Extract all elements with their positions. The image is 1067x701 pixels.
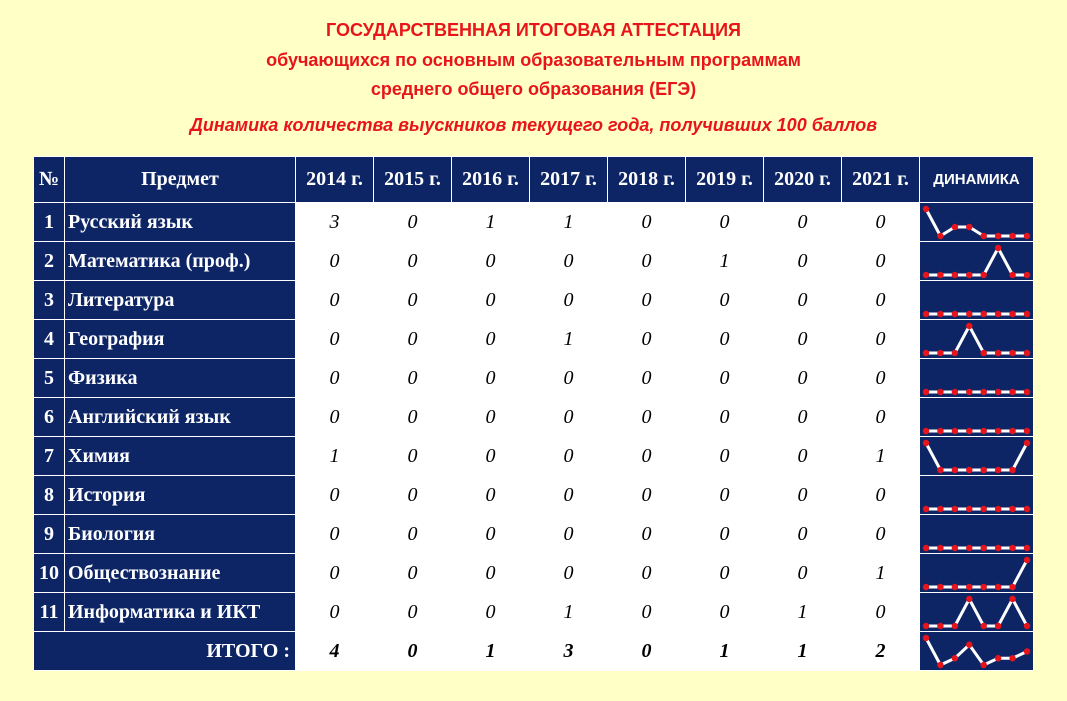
year-header: 2016 г. — [452, 157, 530, 203]
year-header: 2018 г. — [608, 157, 686, 203]
sparkline-point — [1024, 350, 1030, 356]
value-cell: 0 — [764, 281, 842, 320]
sparkline-point — [952, 350, 958, 356]
value-cell: 0 — [686, 554, 764, 593]
sparkline-point — [1024, 389, 1030, 395]
sparkline-point — [937, 311, 943, 317]
sparkline-point — [937, 389, 943, 395]
value-cell: 0 — [452, 359, 530, 398]
value-cell: 0 — [608, 593, 686, 632]
value-cell: 1 — [530, 320, 608, 359]
value-cell: 0 — [764, 554, 842, 593]
sparkline-point — [937, 584, 943, 590]
sparkline — [920, 437, 1033, 475]
dynamics-cell — [920, 359, 1034, 398]
sparkline-point — [995, 245, 1001, 251]
table-row — [34, 437, 1034, 476]
sparkline-point — [1009, 596, 1015, 602]
sparkline-point — [995, 623, 1001, 629]
subject-name: Физика — [65, 359, 296, 398]
table-row — [34, 398, 1034, 437]
header-row — [34, 157, 1034, 203]
dynamics-cell — [920, 242, 1034, 281]
sparkline-point — [995, 311, 1001, 317]
value-cell: 1 — [530, 203, 608, 242]
value-cell: 0 — [452, 554, 530, 593]
value-cell: 0 — [530, 398, 608, 437]
row-number: 11 — [34, 593, 65, 632]
row-number: 1 — [34, 203, 65, 242]
sparkline-point — [923, 440, 929, 446]
sparkline-point — [995, 233, 1001, 239]
sparkline-point — [1024, 440, 1030, 446]
dynamics-cell — [920, 554, 1034, 593]
value-cell: 0 — [608, 398, 686, 437]
value-cell: 0 — [686, 281, 764, 320]
value-cell: 0 — [374, 554, 452, 593]
value-cell: 0 — [452, 398, 530, 437]
sparkline — [920, 203, 1033, 241]
value-cell: 0 — [374, 437, 452, 476]
table-row — [34, 359, 1034, 398]
sparkline-point — [923, 623, 929, 629]
sparkline-point — [981, 662, 987, 668]
sparkline-point — [937, 506, 943, 512]
sparkline-point — [995, 350, 1001, 356]
sparkline-point — [966, 584, 972, 590]
sparkline-point — [1009, 272, 1015, 278]
value-cell: 0 — [842, 242, 920, 281]
row-number: 5 — [34, 359, 65, 398]
row-number: 2 — [34, 242, 65, 281]
sparkline-point — [1009, 389, 1015, 395]
sparkline-point — [923, 584, 929, 590]
year-header: 2021 г. — [842, 157, 920, 203]
sparkline-point — [1009, 545, 1015, 551]
value-cell: 0 — [764, 437, 842, 476]
value-cell: 0 — [296, 398, 374, 437]
total-value-cell: 3 — [530, 632, 608, 671]
value-cell: 0 — [296, 281, 374, 320]
value-cell: 0 — [296, 515, 374, 554]
sparkline — [920, 593, 1033, 631]
total-dynamics-cell — [920, 632, 1034, 671]
value-cell: 0 — [452, 320, 530, 359]
dynamics-cell — [920, 398, 1034, 437]
sparkline-point — [995, 545, 1001, 551]
sparkline-line — [926, 209, 1027, 236]
sparkline-point — [952, 623, 958, 629]
table-row — [34, 203, 1034, 242]
total-value-cell: 0 — [608, 632, 686, 671]
col-num-header: № — [34, 157, 65, 203]
value-cell: 0 — [842, 398, 920, 437]
value-cell: 0 — [764, 242, 842, 281]
row-number: 9 — [34, 515, 65, 554]
sparkline-point — [1024, 272, 1030, 278]
sparkline-point — [981, 389, 987, 395]
value-cell: 3 — [296, 203, 374, 242]
sparkline-point — [937, 428, 943, 434]
title-line-2: обучающихся по основным образовательным программам — [266, 50, 801, 70]
sparkline-point — [1009, 311, 1015, 317]
subject-name: География — [65, 320, 296, 359]
sparkline-line — [926, 443, 1027, 470]
total-value-cell: 0 — [374, 632, 452, 671]
value-cell: 0 — [452, 476, 530, 515]
sparkline-point — [1024, 428, 1030, 434]
sparkline-point — [966, 506, 972, 512]
value-cell: 0 — [374, 281, 452, 320]
sparkline-point — [923, 272, 929, 278]
sparkline-point — [923, 389, 929, 395]
value-cell: 0 — [686, 515, 764, 554]
sparkline-point — [937, 623, 943, 629]
sparkline-point — [923, 635, 929, 641]
subject-name: Математика (проф.) — [65, 242, 296, 281]
value-cell: 0 — [608, 476, 686, 515]
value-cell: 0 — [530, 242, 608, 281]
total-value-cell: 1 — [764, 632, 842, 671]
dynamics-cell — [920, 437, 1034, 476]
table-row — [34, 320, 1034, 359]
sparkline-point — [1024, 648, 1030, 654]
value-cell: 1 — [296, 437, 374, 476]
value-cell: 0 — [608, 359, 686, 398]
value-cell: 0 — [452, 437, 530, 476]
sparkline-point — [937, 467, 943, 473]
sparkline-point — [966, 323, 972, 329]
subject-name: История — [65, 476, 296, 515]
value-cell: 0 — [452, 515, 530, 554]
sparkline — [920, 554, 1033, 592]
row-number: 8 — [34, 476, 65, 515]
subtitle: Динамика количества выускников текущего года, получивших 100 баллов — [189, 115, 878, 135]
value-cell: 0 — [842, 515, 920, 554]
subject-name: Русский язык — [65, 203, 296, 242]
value-cell: 0 — [842, 320, 920, 359]
value-cell: 0 — [452, 281, 530, 320]
value-cell: 0 — [530, 476, 608, 515]
sparkline-point — [1009, 428, 1015, 434]
value-cell: 0 — [608, 320, 686, 359]
value-cell: 0 — [686, 593, 764, 632]
value-cell: 0 — [296, 359, 374, 398]
value-cell: 0 — [764, 203, 842, 242]
subject-name: Биология — [65, 515, 296, 554]
sparkline-point — [995, 467, 1001, 473]
sparkline-point — [995, 655, 1001, 661]
row-number: 7 — [34, 437, 65, 476]
sparkline-point — [981, 545, 987, 551]
sparkline-point — [995, 389, 1001, 395]
total-value-cell: 4 — [296, 632, 374, 671]
value-cell: 0 — [374, 359, 452, 398]
sparkline-point — [937, 545, 943, 551]
sparkline — [920, 632, 1033, 670]
sparkline-point — [995, 506, 1001, 512]
sparkline-point — [981, 623, 987, 629]
sparkline — [920, 242, 1033, 280]
year-header: 2020 г. — [764, 157, 842, 203]
sparkline-point — [1024, 623, 1030, 629]
value-cell: 0 — [530, 554, 608, 593]
value-cell: 1 — [686, 242, 764, 281]
value-cell: 0 — [530, 515, 608, 554]
total-value-cell: 2 — [842, 632, 920, 671]
value-cell: 0 — [842, 281, 920, 320]
sparkline-point — [966, 467, 972, 473]
sparkline-point — [937, 350, 943, 356]
sparkline — [920, 398, 1033, 436]
title-line-3: среднего общего образования (ЕГЭ) — [370, 79, 697, 99]
value-cell: 0 — [452, 242, 530, 281]
table-row — [34, 281, 1034, 320]
sparkline — [920, 476, 1033, 514]
dynamics-cell — [920, 203, 1034, 242]
value-cell: 0 — [764, 398, 842, 437]
sparkline-point — [1009, 350, 1015, 356]
total-value-cell: 1 — [452, 632, 530, 671]
value-cell: 0 — [608, 554, 686, 593]
sparkline-point — [1009, 584, 1015, 590]
sparkline-point — [923, 350, 929, 356]
table-row — [34, 554, 1034, 593]
value-cell: 0 — [374, 320, 452, 359]
sparkline-point — [966, 389, 972, 395]
total-row — [34, 632, 1034, 671]
sparkline-point — [923, 206, 929, 212]
value-cell: 0 — [374, 476, 452, 515]
sparkline-line — [926, 248, 1027, 275]
sparkline-point — [981, 272, 987, 278]
value-cell: 1 — [842, 554, 920, 593]
row-number: 4 — [34, 320, 65, 359]
sparkline-point — [923, 506, 929, 512]
dynamics-cell — [920, 320, 1034, 359]
sparkline — [920, 515, 1033, 553]
value-cell: 0 — [296, 554, 374, 593]
sparkline-point — [937, 233, 943, 239]
value-cell: 0 — [764, 359, 842, 398]
dynamics-cell — [920, 593, 1034, 632]
value-cell: 0 — [296, 242, 374, 281]
sparkline-point — [952, 467, 958, 473]
subject-name: Информатика и ИКТ — [65, 593, 296, 632]
year-header: 2014 г. — [296, 157, 374, 203]
sparkline-point — [952, 389, 958, 395]
total-label: ИТОГО : — [34, 632, 296, 671]
sparkline-point — [981, 467, 987, 473]
sparkline-point — [1024, 233, 1030, 239]
sparkline-point — [923, 428, 929, 434]
total-value-cell: 1 — [686, 632, 764, 671]
value-cell: 0 — [686, 398, 764, 437]
sparkline-point — [952, 311, 958, 317]
sparkline-point — [923, 545, 929, 551]
sparkline-point — [1024, 506, 1030, 512]
sparkline — [920, 320, 1033, 358]
sparkline-point — [1024, 545, 1030, 551]
title-line-1: ГОСУДАРСТВЕННАЯ ИТОГОВАЯ АТТЕСТАЦИЯ — [326, 20, 741, 40]
value-cell: 0 — [842, 359, 920, 398]
sparkline-point — [981, 428, 987, 434]
sparkline-point — [966, 596, 972, 602]
sparkline-point — [981, 506, 987, 512]
value-cell: 0 — [296, 320, 374, 359]
value-cell: 0 — [764, 515, 842, 554]
sparkline-point — [1024, 311, 1030, 317]
sparkline-point — [1009, 655, 1015, 661]
table-row — [34, 476, 1034, 515]
sparkline-line — [926, 599, 1027, 626]
value-cell: 1 — [842, 437, 920, 476]
dynamics-cell — [920, 281, 1034, 320]
sparkline-point — [966, 311, 972, 317]
table-row — [34, 593, 1034, 632]
sparkline-point — [1009, 467, 1015, 473]
value-cell: 0 — [608, 515, 686, 554]
sparkline-point — [966, 428, 972, 434]
sparkline-point — [923, 311, 929, 317]
year-header: 2017 г. — [530, 157, 608, 203]
sparkline-point — [995, 584, 1001, 590]
value-cell: 0 — [608, 242, 686, 281]
value-cell: 0 — [686, 476, 764, 515]
value-cell: 0 — [608, 203, 686, 242]
subject-name: Английский язык — [65, 398, 296, 437]
value-cell: 0 — [374, 398, 452, 437]
results-table — [33, 156, 1034, 671]
value-cell: 1 — [452, 203, 530, 242]
value-cell: 0 — [374, 593, 452, 632]
value-cell: 1 — [764, 593, 842, 632]
value-cell: 0 — [296, 593, 374, 632]
sparkline-point — [952, 428, 958, 434]
sparkline-point — [937, 272, 943, 278]
value-cell: 0 — [764, 476, 842, 515]
value-cell: 0 — [764, 320, 842, 359]
row-number: 10 — [34, 554, 65, 593]
value-cell: 0 — [530, 437, 608, 476]
sparkline-point — [952, 224, 958, 230]
sparkline-point — [952, 545, 958, 551]
year-header: 2015 г. — [374, 157, 452, 203]
sparkline-point — [952, 655, 958, 661]
value-cell: 0 — [374, 242, 452, 281]
sparkline-point — [1009, 233, 1015, 239]
value-cell: 0 — [842, 593, 920, 632]
sparkline-point — [981, 350, 987, 356]
sparkline-point — [966, 545, 972, 551]
subject-name: Химия — [65, 437, 296, 476]
value-cell: 1 — [530, 593, 608, 632]
sparkline-point — [1009, 506, 1015, 512]
sparkline-line — [926, 326, 1027, 353]
value-cell: 0 — [842, 476, 920, 515]
sparkline-point — [995, 428, 1001, 434]
sparkline-point — [966, 224, 972, 230]
sparkline-point — [981, 311, 987, 317]
value-cell: 0 — [530, 281, 608, 320]
sparkline-point — [966, 642, 972, 648]
value-cell: 0 — [452, 593, 530, 632]
dynamics-cell — [920, 476, 1034, 515]
value-cell: 0 — [374, 515, 452, 554]
sparkline-point — [952, 584, 958, 590]
value-cell: 0 — [686, 437, 764, 476]
year-header: 2019 г. — [686, 157, 764, 203]
col-subject-header: Предмет — [65, 157, 296, 203]
sparkline-point — [952, 272, 958, 278]
value-cell: 0 — [296, 476, 374, 515]
sparkline — [920, 281, 1033, 319]
value-cell: 0 — [686, 320, 764, 359]
sparkline-point — [966, 272, 972, 278]
value-cell: 0 — [608, 437, 686, 476]
value-cell: 0 — [608, 281, 686, 320]
table-row — [34, 515, 1034, 554]
sparkline — [920, 359, 1033, 397]
sparkline-point — [952, 506, 958, 512]
row-number: 3 — [34, 281, 65, 320]
value-cell: 0 — [374, 203, 452, 242]
sparkline-line — [926, 560, 1027, 587]
value-cell: 0 — [686, 359, 764, 398]
sparkline-point — [981, 233, 987, 239]
sparkline-point — [981, 584, 987, 590]
value-cell: 0 — [530, 359, 608, 398]
sparkline-point — [937, 662, 943, 668]
row-number: 6 — [34, 398, 65, 437]
dynamics-cell — [920, 515, 1034, 554]
subject-name: Литература — [65, 281, 296, 320]
value-cell: 0 — [842, 203, 920, 242]
subject-name: Обществознание — [65, 554, 296, 593]
table-row — [34, 242, 1034, 281]
dynamics-header: ДИНАМИКА — [920, 157, 1034, 203]
value-cell: 0 — [686, 203, 764, 242]
sparkline-point — [1024, 557, 1030, 563]
